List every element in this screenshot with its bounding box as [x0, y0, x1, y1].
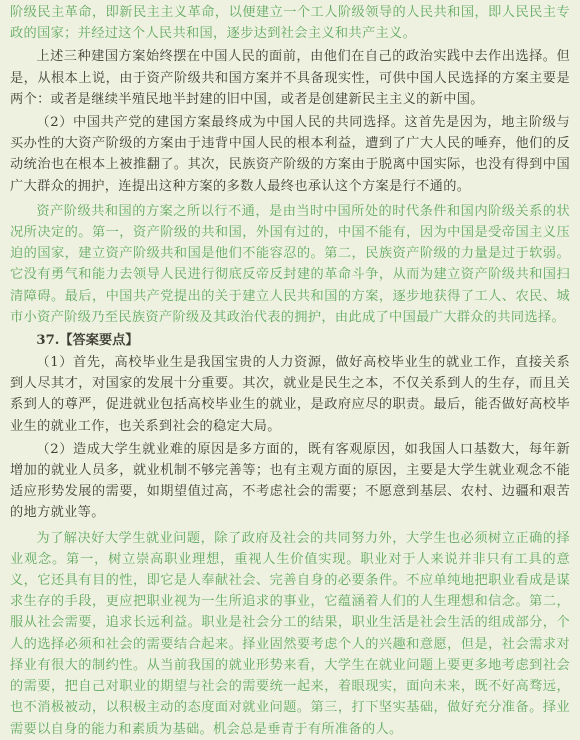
paragraph-three-schemes: 上述三种建国方案始终摆在中国人民的面前，由他们在自己的政治实践中去作出选择。但是，从根本上说，由于资产阶级共和国方案并不具备现实性，可供中国人民选择的方案主要是两个：或者是继续半殖民地半封建的旧中国，或者是创建新民主主义的新中国。 [10, 49, 570, 107]
paragraph-37-point-1: （1）首先，高校毕业生是我国宝贵的人力资源，做好高校毕业生的就业工作，直接关系到人尽其才，对国家的发展十分重要。其次，就业是民生之本，不仅关系到人的生存，而且关系到人的尊严，促进就业包括高校毕业生的就业，是政府应尽的职责。最后，能否做好高校毕业生的就业工作，也关系到社会的稳定大局。 [10, 355, 570, 434]
paragraph-career-view-analysis: 为了解决好大学生就业问题，除了政府及社会的共同努力外，大学生也必须树立正确的择业观念。第一，树立崇高职业理想，重视人生价值实现。职业对于人来说并非只有工具的意义，它还具有目的性，即它是人奉献社会、完善自身的必要条件。不应单纯地把职业看成是谋求生存的手段，更应把职业视为一生所追求的事业，它蕴涵着人们的人生理想和信念。第二，服从社会需要，追求长远利益。职业是社会分工的结果，职业生活是社会生活的组成部分，个人的选择必须和社会的需要结合起来。择业固然要考虑个人的兴趣和意愿，但是，社会需求对择业有很大的制约性。从当前我国的就业形势来看，大学生在就业问题上要更多地考虑到社会的需要，把自己对职业的期望与社会的需要统一起来，着眼现实，面向未来，既不好高骛远，也不消极被动，以积极主动的态度面对就业问题。第三，打下坚实基础，做好充分准备。择业需要以自身的能力和素质为基础。机会总是垂青于有所准备的人。 [10, 530, 570, 737]
paragraph-point-2: （2）中国共产党的建国方案最终成为中国人民的共同选择。这首先是因为，地主阶级与买办性的大资产阶级的方案由于违背中国人民的根本利益，遭到了广大人民的唾弃，他们的反动统治也在根本上被推翻了。其次，民族资产阶级的方案由于脱离中国实际，也没有得到中国广大群众的拥护，连提出这种方案的多数人最终也承认这个方案是行不通的。 [10, 115, 570, 194]
paragraph-bourgeois-republic-analysis: 资产阶级共和国的方案之所以行不通，是由当时中国所处的时代条件和国内阶级关系的状况所决定的。第一，资产阶级的共和国，外国有过的，中国不能有，因为中国是受帝国主义压迫的国家，建立资产阶级共和国是他们不能容忍的。第二，民族资产阶级的力量是过于软弱。它没有勇气和能力去领导人民进行彻底反帝反封建的革命斗争，从而为建立资产阶级共和国扫清障碍。最后，中国共产党提出的关于建立人民共和国的方案，逐步地获得了工人、农民、城市小资产阶级乃至民族资产阶级及其政治代表的拥护，由此成了中国最广大群众的共同选择。 [10, 203, 570, 325]
answer-heading-37: 37.【答案要点】 [36, 333, 139, 349]
paragraph-continued-answer: 阶级民主革命，即新民主主义革命，以便建立一个工人阶级领导的人民共和国，即人民民主专政的国家；并经过这个人民共和国，逐步达到社会主义和共产主义。 [10, 5, 570, 42]
paragraph-37-point-2: （2）造成大学生就业难的原因是多方面的，既有客观原因，如我国人口基数大，每年新增加的就业人员多，就业机制不够完善等；也有主观方面的原因，主要是大学生就业观念不能适应形势发展的需要，如期望值过高，不考虑社会的需要；不愿意到基层、农村、边疆和艰苦的地方就业等。 [10, 441, 570, 521]
